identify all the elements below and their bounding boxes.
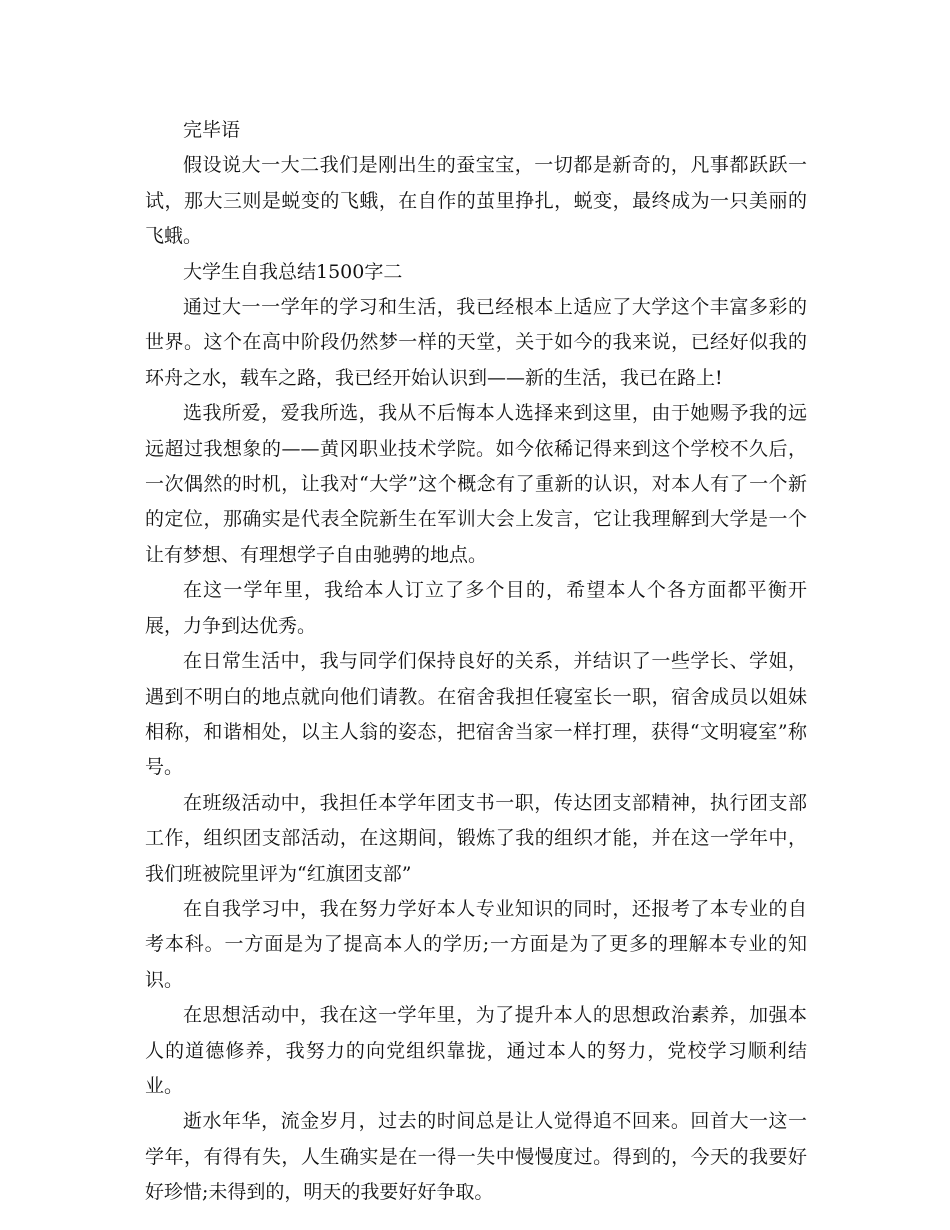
paragraph: 在班级活动中，我担任本学年团支书一职，传达团支部精神，执行团支部工作，组织团支部活动，在这期间，锻炼了我的组织才能，并在这一学年中，我们班被院里评为“红旗团支部” [145,791,807,885]
paragraph: 通过大一一学年的学习和生活，我已经根本上适应了大学这个丰富多彩的世界。这个在高中阶段仍然梦一样的天堂，关于如今的我来说，已经好似我的环舟之水，载车之路，我已经开始认识到——新的生活，我已在路上! [145,296,807,389]
paragraph: 在日常生活中，我与同学们保持良好的关系，并结识了一些学长、学姐，遇到不明白的地点就向他们请教。在宿舍我担任寝室长一职，宿舍成员以姐妹相称，和谐相处，以主人翁的姿态，把宿舍当家一样打理，获得“文明寝室”称号。 [145,650,807,779]
paragraph: 在这一学年里，我给本人订立了多个目的，希望本人个各方面都平衡开展，力争到达优秀。 [145,579,807,637]
paragraph-heading-summary: 大学生自我总结1500字二 [183,260,403,283]
paragraph: 逝水年华，流金岁月，过去的时间总是让人觉得追不回来。回首大一这一学年，有得有失，人生确实是在一得一失中慢慢度过。得到的，今天的我要好好珍惜;未得到的，明天的我要好好争取。 [145,1110,807,1204]
paragraph: 在思想活动中，我在这一学年里，为了提升本人的思想政治素养，加强本人的道德修养，我努力的向党组织靠拢，通过本人的努力，党校学习顺利结业。 [145,1004,807,1097]
document-body [145,113,807,1211]
paragraph: 假设说大一大二我们是刚出生的蚕宝宝，一切都是新奇的，凡事都跃跃一试，那大三则是蜕变的飞蛾，在自作的茧里挣扎，蜕变，最终成为一只美丽的飞蛾。 [145,154,807,248]
paragraph-heading-closing: 完毕语 [183,119,241,141]
paragraph: 选我所爱，爱我所选，我从不后悔本人选择来到这里，由于她赐予我的远远超过我想象的——黄冈职业技术学院。如今依稀记得来到这个学校不久后，一次偶然的时机，让我对“大学”这个概念有了重新的认识，对本人有了一个新的定位，那确实是代表全院新生在军训大会上发言，它让我理解到大学是一个让有梦想、有理想学子自由驰骋的地点。 [145,402,807,566]
paragraph: 在自我学习中，我在努力学好本人专业知识的同时，还报考了本专业的自考本科。一方面是为了提高本人的学历;一方面是为了更多的理解本专业的知识。 [145,897,807,991]
